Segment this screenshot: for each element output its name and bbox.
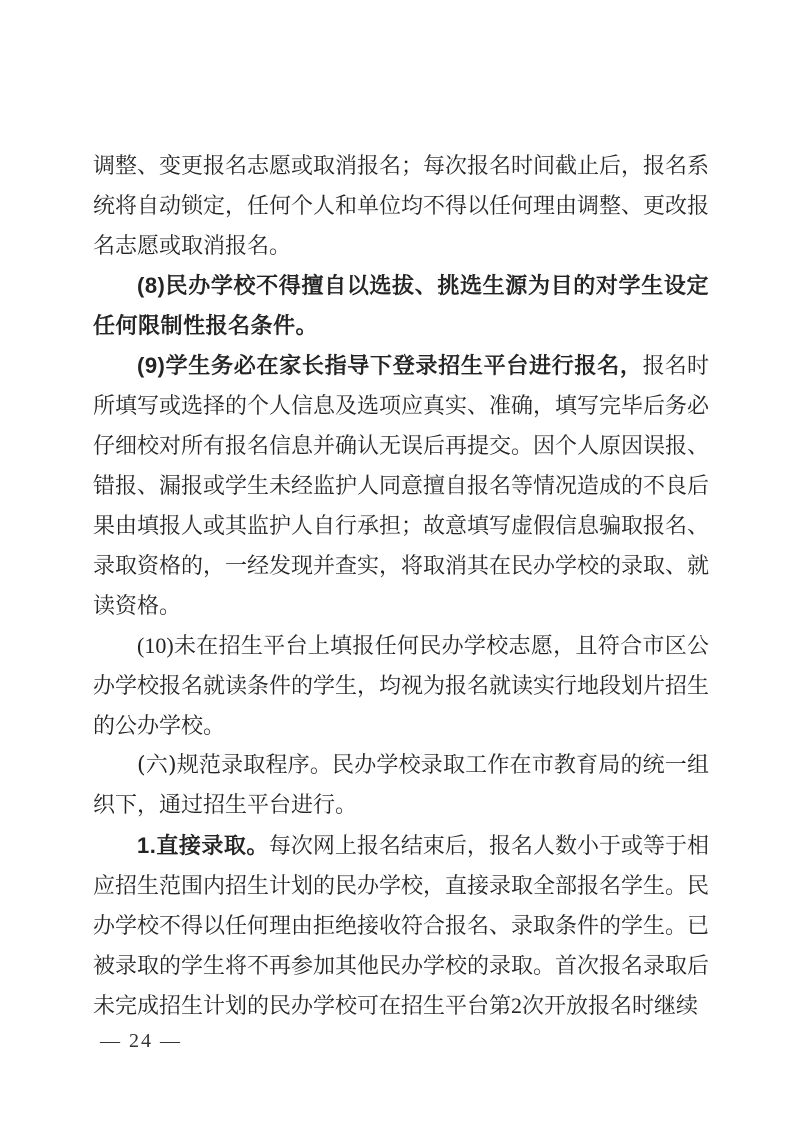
paragraph-continuation [93, 146, 709, 266]
page-number: — 24 — [100, 1030, 182, 1052]
paragraph-lead-bold: 1.直接录取。 [137, 833, 269, 858]
paragraph-text: (六)规范录取程序。民办学校录取工作在市教育局的统一组织下，通过招生平台进行。 [93, 753, 709, 818]
paragraph-text: 报名时所填写或选择的个人信息及选项应真实、准确，填写完毕后务必仔细校对所有报名信息并确认无误后再提交。因个人原因误报、错报、漏报或学生未经监护人同意擅自报名等情况造成的不良后果由填报人或其监护人自行承担；故意填写虚假信息骗取报名、录取资格的，一经发现并查实，将取消其在民办学校的录取、就读资格。 [93, 353, 710, 618]
paragraph-text: (10)未在招生平台上填报任何民办学校志愿，且符合市区公办学校报名就读条件的学生，均视为报名就读实行地段划片招生的公办学校。 [93, 633, 710, 738]
paragraph-direct-admission [93, 826, 709, 1026]
paragraph-text: 每次网上报名结束后，报名人数小于或等于相应招生范围内招生计划的民办学校，直接录取全部报名学生。民办学校不得以任何理由拒绝接收符合报名、录取条件的学生。已被录取的学生将不再参加其他民办学校的录取。首次报名录取后未完成招生计划的民办学校可在招生平台第2次开放报名时继续 [93, 833, 710, 1018]
paragraph-item-9 [93, 346, 709, 626]
paragraph-text: 调整、变更报名志愿或取消报名；每次报名时间截止后，报名系统将自动锁定，任何个人和单位均不得以任何理由调整、更改报名志愿或取消报名。 [93, 153, 710, 258]
paragraph-lead-bold: (9)学生务必在家长指导下登录招生平台进行报名， [137, 353, 643, 378]
paragraph-item-8 [93, 266, 709, 346]
paragraph-section-6 [93, 746, 709, 826]
paragraph-text-bold: (8)民办学校不得擅自以选拔、挑选生源为目的对学生设定任何限制性报名条件。 [93, 273, 709, 338]
page-body-text [93, 146, 709, 1026]
paragraph-item-10 [93, 626, 709, 746]
